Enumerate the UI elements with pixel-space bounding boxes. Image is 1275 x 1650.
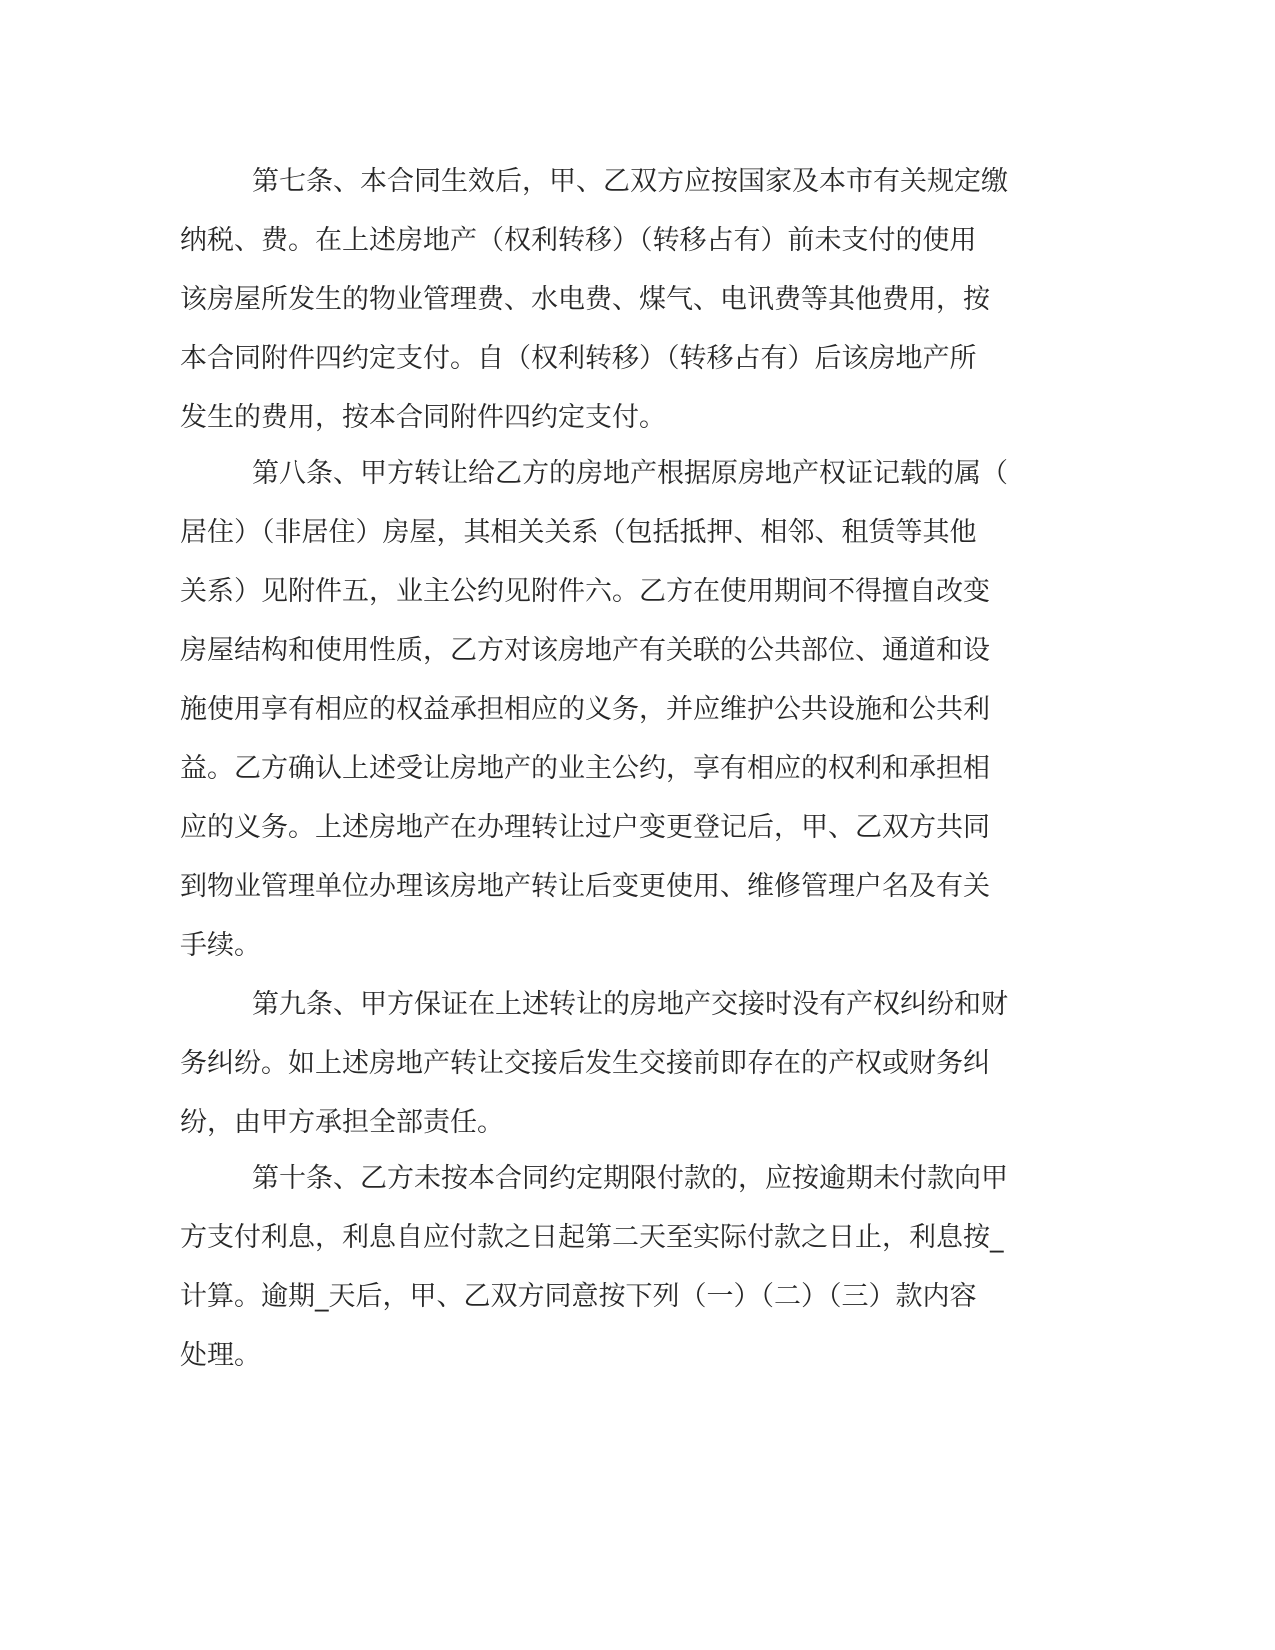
article-8-line-3: 关系）见附件五，业主公约见附件六。乙方在使用期间不得擅自改变 [180, 576, 990, 607]
article-7-line-5: 发生的费用，按本合同附件四约定支付。 [180, 402, 666, 433]
article-9-line-3: 纷，由甲方承担全部责任。 [180, 1107, 504, 1138]
article-10-line-2: 方支付利息，利息自应付款之日起第二天至实际付款之日止，利息按_ [180, 1222, 1004, 1253]
article-7-line-4: 本合同附件四约定支付。自（权利转移）（转移占有）后该房地产所 [180, 343, 977, 374]
article-8-line-5: 施使用享有相应的权益承担相应的义务，并应维护公共设施和公共利 [180, 694, 990, 725]
article-8-line-7: 应的义务。上述房地产在办理转让过户变更登记后，甲、乙双方共同 [180, 812, 990, 843]
article-9-line-1: 第九条、甲方保证在上述转让的房地产交接时没有产权纠纷和财 [252, 989, 1008, 1020]
article-10-line-3: 计算。逾期_天后，甲、乙双方同意按下列（一）（二）（三）款内容 [180, 1281, 977, 1312]
article-7-line-2: 纳税、费。在上述房地产（权利转移）（转移占有）前未支付的使用 [180, 225, 977, 256]
article-9-line-2: 务纠纷。如上述房地产转让交接后发生交接前即存在的产权或财务纠 [180, 1048, 990, 1079]
article-7-line-3: 该房屋所发生的物业管理费、水电费、煤气、电讯费等其他费用，按 [180, 284, 990, 315]
article-8-line-1: 第八条、甲方转让给乙方的房地产根据原房地产权证记载的属（ [252, 458, 1008, 489]
article-8-line-8: 到物业管理单位办理该房地产转让后变更使用、维修管理户名及有关 [180, 871, 990, 902]
article-10-line-4: 处理。 [180, 1340, 261, 1371]
article-7-line-1: 第七条、本合同生效后，甲、乙双方应按国家及本市有关规定缴 [252, 166, 1008, 197]
article-10-line-1: 第十条、乙方未按本合同约定期限付款的，应按逾期未付款向甲 [252, 1163, 1008, 1194]
article-8-line-2: 居住）（非居住）房屋，其相关关系（包括抵押、相邻、租赁等其他 [180, 517, 977, 548]
article-8-line-6: 益。乙方确认上述受让房地产的业主公约，享有相应的权利和承担相 [180, 753, 990, 784]
article-8-line-9: 手续。 [180, 930, 261, 961]
article-8-line-4: 房屋结构和使用性质，乙方对该房地产有关联的公共部位、通道和设 [180, 635, 990, 666]
